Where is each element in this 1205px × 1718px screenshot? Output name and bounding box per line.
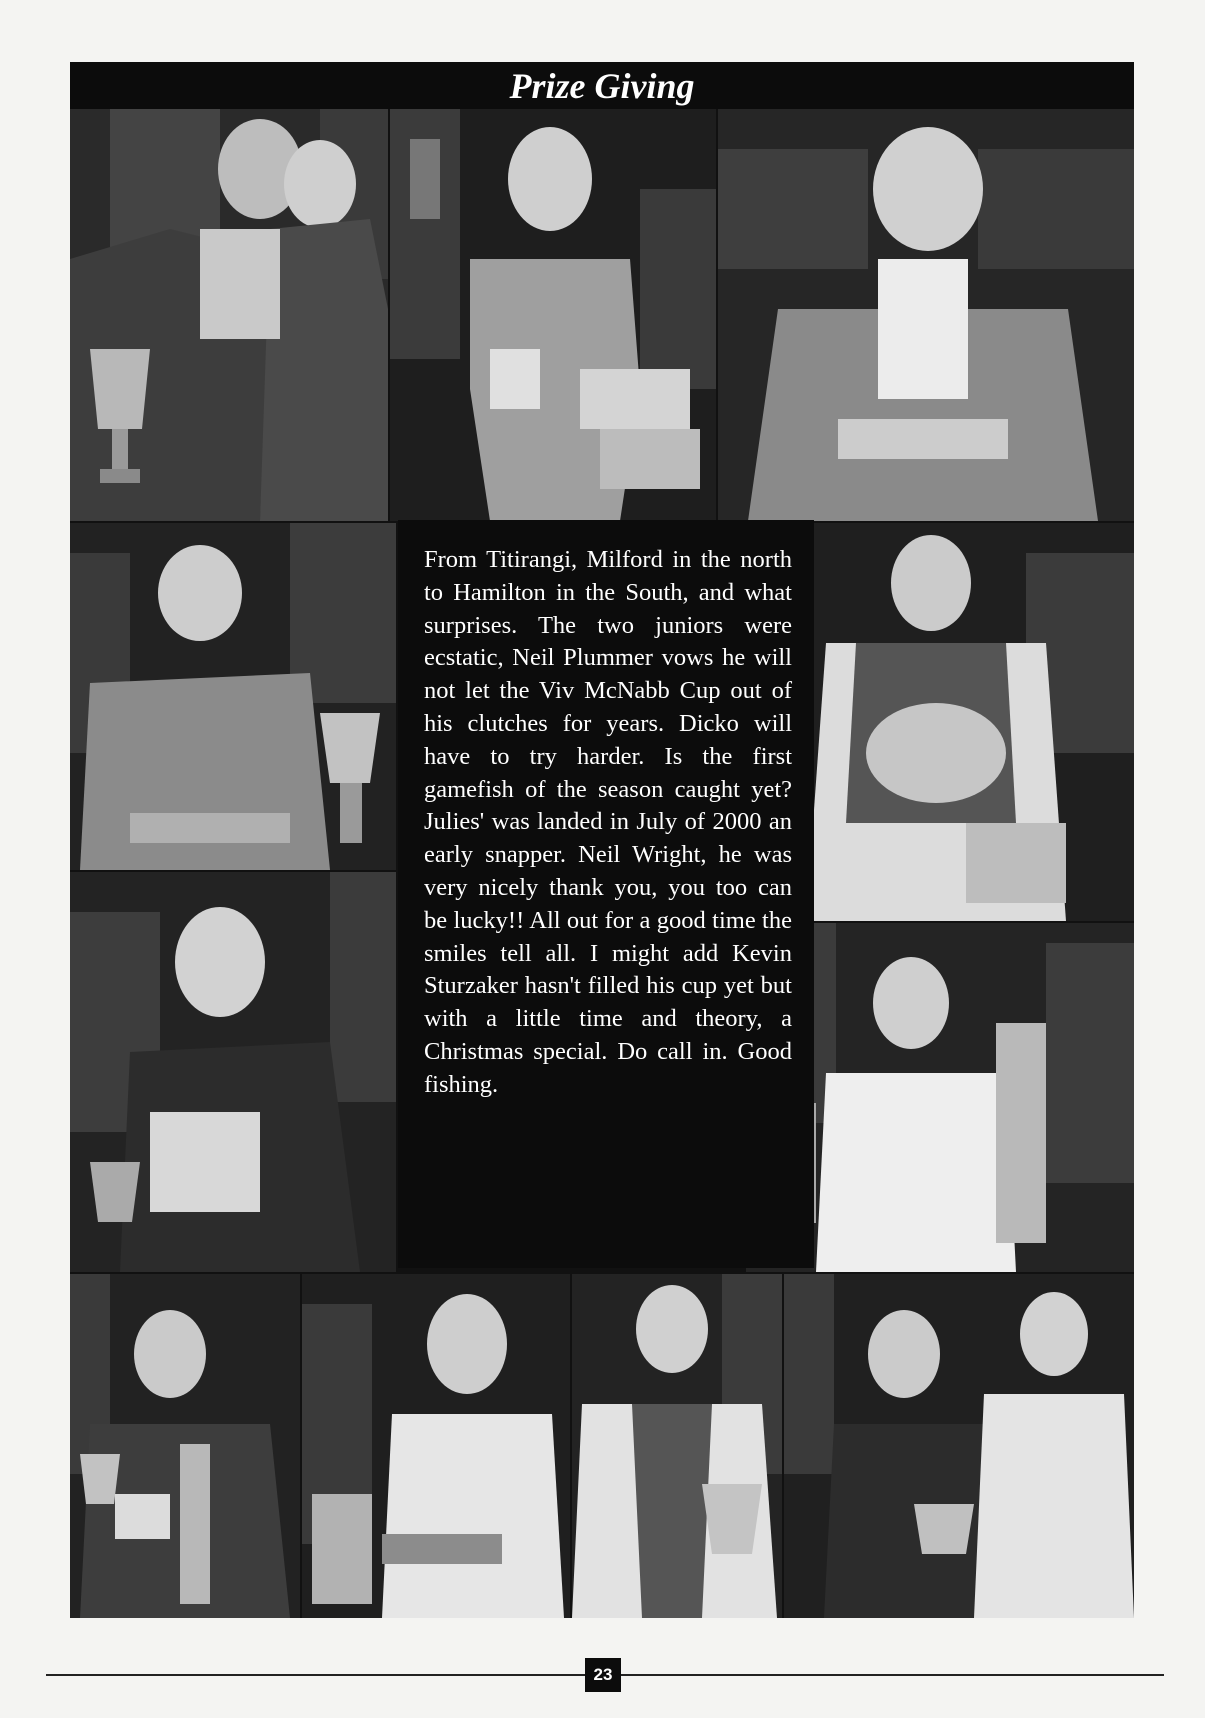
photo-man-with-two-trophies <box>70 1274 300 1618</box>
photo-woman-with-trophy <box>70 872 396 1272</box>
article-body: From Titirangi, Milford in the north to Hamilton in the South, and what surprises. The two juniors were ecstatic, Neil Plummer vows he will not let the Viv McNabb Cup out of his clutches for years. Dicko will have to try harder. Is the first gamefish of the season caught yet? Julies' was landed in July of 2000 an early snapper. Neil Wright, he was very nicely thank you, you too can be lucky!! All out for a good time the smiles tell all. I might add Kevin Sturzaker hasn't filled his cup yet but with a little time and theory, a Christmas special. Do call in. Good fishing. <box>424 546 792 1098</box>
article-text-panel <box>398 520 814 1268</box>
photo-man-in-patterned-shirt <box>572 1274 782 1618</box>
photo-man-with-glasses <box>302 1274 570 1618</box>
title-banner <box>70 62 1134 109</box>
photo-neil-plummer-with-cup <box>70 523 396 870</box>
page-title: Prize Giving <box>509 66 695 106</box>
photo-man-with-plaque <box>718 109 1134 521</box>
photo-junior-winner <box>390 109 716 521</box>
page-number: 23 <box>585 1658 621 1692</box>
photo-couple-with-trophies <box>70 109 388 521</box>
photo-couple-with-cup <box>784 1274 1134 1618</box>
